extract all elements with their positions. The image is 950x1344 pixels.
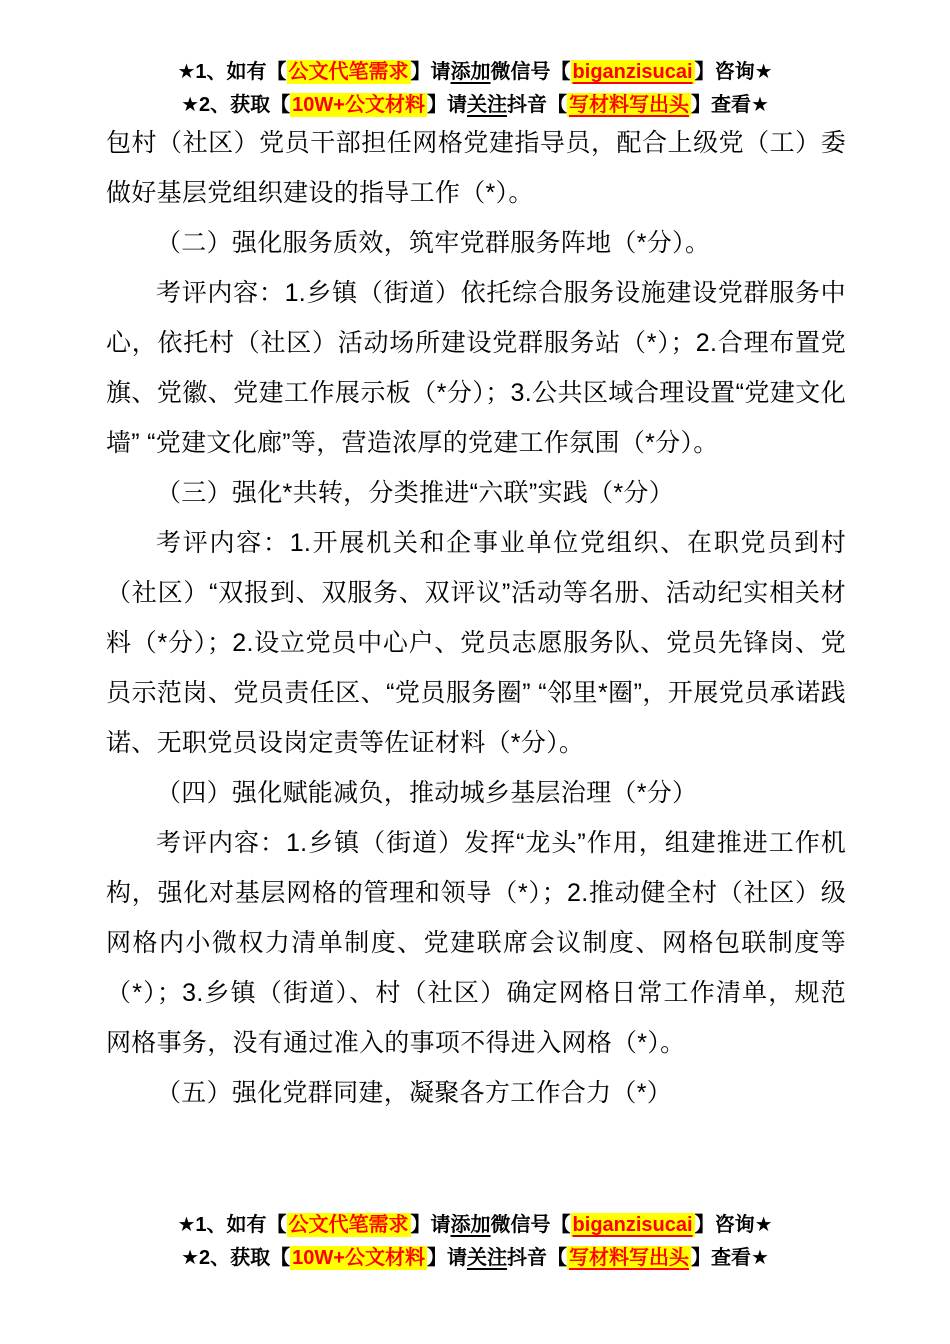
body-paragraph: 考评内容：1.开展机关和企事业单位党组织、在职党员到村（社区）“双报到、双服务、双评议”活动等名册、活动纪实相关材料（*分）；2.设立党员中心户、党员志愿服务队、党员先锋岗、党员示范岗、党员责任区、“党员服务圈” “邻里*圈”，开展党员承诺践诺、无职党员设岗定责等佐证材料（*分）。: [106, 529, 846, 757]
body-paragraph: （五）强化党群同建，凝聚各方工作合力（*）: [156, 1079, 673, 1107]
promo-banner-bottom: [0, 1209, 950, 1275]
banner-text: 微信号【: [490, 1214, 571, 1236]
banner-highlight-materials: 10W+公文材料: [292, 94, 425, 116]
banner-text: 抖音【: [506, 1247, 567, 1269]
banner-text: ★1、如有【: [177, 61, 287, 83]
banner-text: 】咨询★: [694, 61, 773, 83]
banner-line: [0, 56, 950, 89]
banner-text: ★1、如有【: [177, 1214, 287, 1236]
banner-wechat-id: biganzisucai: [572, 1214, 693, 1236]
banner-highlight-materials: 10W+公文材料: [292, 1247, 425, 1269]
banner-text: ★2、获取【: [181, 1247, 291, 1269]
banner-douyin-id: 写材料写出头: [568, 94, 689, 116]
document-body: [106, 118, 846, 1118]
body-paragraph: （三）强化*共转，分类推进“六联”实践（*分）: [156, 479, 675, 507]
banner-underline-add: 添加: [450, 1214, 491, 1236]
banner-text: 】请: [426, 94, 467, 116]
banner-underline-follow: 关注: [466, 94, 507, 116]
banner-text: 】请: [410, 1214, 451, 1236]
banner-highlight-service: 公文代笔需求: [288, 1214, 409, 1236]
banner-text: 微信号【: [490, 61, 571, 83]
banner-underline-add: 添加: [450, 61, 491, 83]
banner-line: [0, 1209, 950, 1242]
banner-wechat-id: biganzisucai: [572, 61, 693, 83]
body-paragraph: 包村（社区）党员干部担任网格党建指导员，配合上级党（工）委做好基层党组织建设的指导工作（*）。: [106, 129, 846, 207]
banner-text: 】请: [426, 1247, 467, 1269]
banner-text: 】查看★: [690, 94, 769, 116]
banner-text: 】请: [410, 61, 451, 83]
body-paragraph: （四）强化赋能减负，推动城乡基层治理（*分）: [156, 779, 698, 807]
banner-text: 】咨询★: [694, 1214, 773, 1236]
body-paragraph: （二）强化服务质效，筑牢党群服务阵地（*分）。: [156, 229, 711, 257]
promo-banner-top: [0, 56, 950, 122]
body-paragraph: 考评内容：1.乡镇（街道）依托综合服务设施建设党群服务中心，依托村（社区）活动场所建设党群服务站（*）；2.合理布置党旗、党徽、党建工作展示板（*分）；3.公共区域合理设置“党建文化墙” “党建文化廊”等，营造浓厚的党建工作氛围（*分）。: [106, 279, 846, 457]
banner-text: ★2、获取【: [181, 94, 291, 116]
banner-underline-follow: 关注: [466, 1247, 507, 1269]
body-paragraph: 考评内容：1.乡镇（街道）发挥“龙头”作用，组建推进工作机构，强化对基层网格的管理和领导（*）；2.推动健全村（社区）级网格内小微权力清单制度、党建联席会议制度、网格包联制度等（*）；3.乡镇（街道）、村（社区）确定网格日常工作清单，规范网格事务，没有通过准入的事项不得进入网格（*）。: [106, 829, 846, 1057]
banner-line: [0, 1242, 950, 1275]
banner-douyin-id: 写材料写出头: [568, 1247, 689, 1269]
banner-text: 】查看★: [690, 1247, 769, 1269]
banner-text: 抖音【: [506, 94, 567, 116]
banner-highlight-service: 公文代笔需求: [288, 61, 409, 83]
